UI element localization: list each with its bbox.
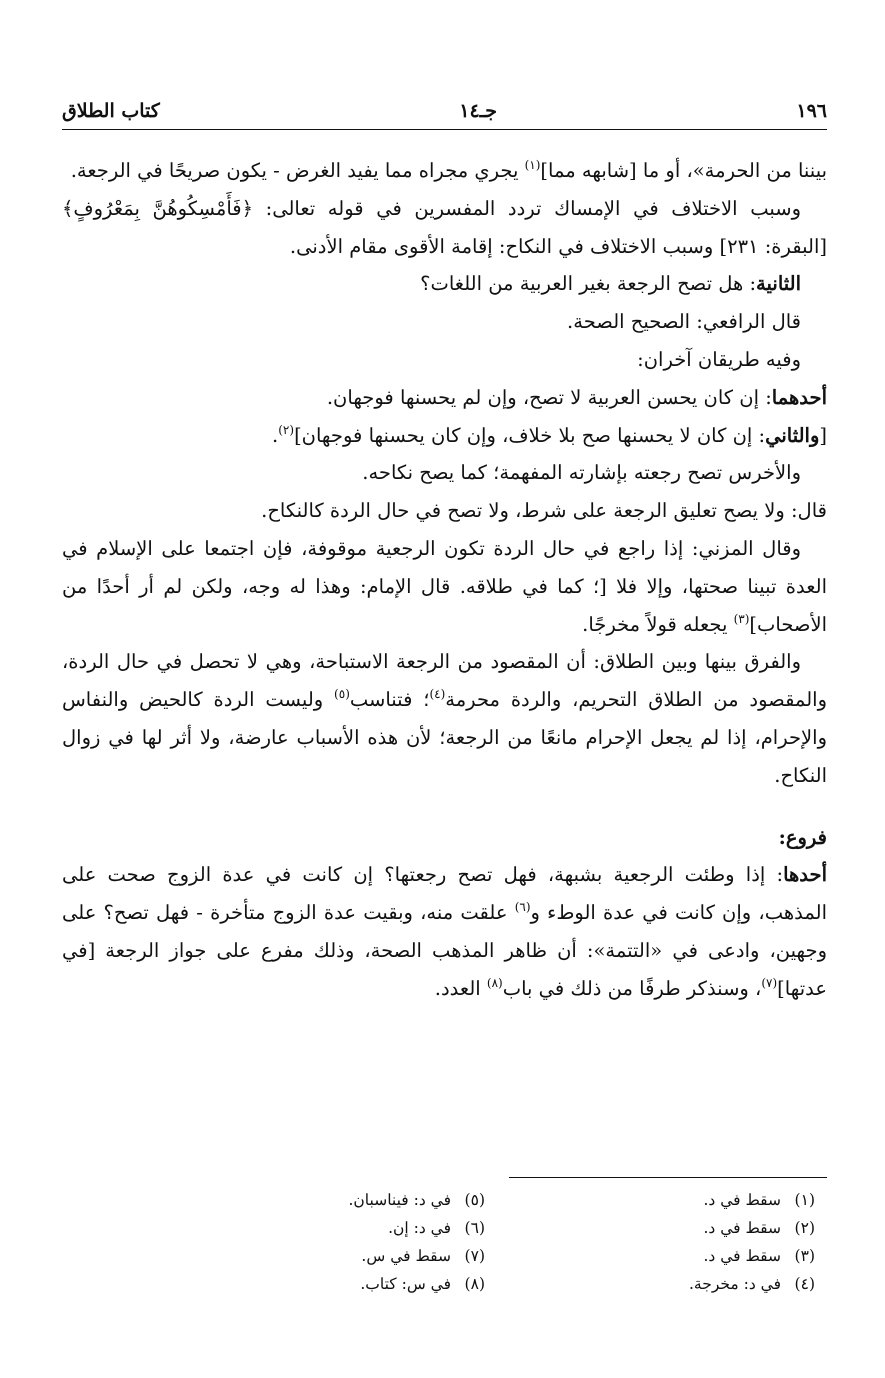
bracket: [ [819,423,827,447]
page-number: ١٩٦ [796,100,827,122]
footnote-number: (١) [794,1191,815,1209]
footnote-text: في س: كتاب. [360,1275,451,1293]
text: بيننا من الحرمة»، أو ما [شابهه مما] [540,159,827,182]
footnote-text: سقط في د. [703,1191,781,1209]
text: وقال المزني: إذا راجع في حال الردة تكون الرجعية موقوفة، فإن اجتمعا على الإسلام في العدة تبينا صحتها، وإلا فلا [؛ كما في طلاقه. قال الإمام: وهذا له وجه، ولكن لم أر أحدًا من الأصحاب] [62,536,827,636]
footnote-item [585,1214,815,1242]
footnote-number: (٤) [794,1275,815,1293]
heading-text: فروع: [778,825,827,849]
paragraph-7 [62,417,827,455]
footnote-number: (٨) [464,1275,485,1293]
footnote-item [585,1270,815,1298]
footnote-ref[interactable]: (٨) [486,975,503,990]
footnote-text: سقط في س. [361,1247,451,1265]
paragraph-1 [62,152,827,190]
text: علقت منه، وبقيت عدة الزوج متأخرة - فهل تصح؟ على وجهين، وادعى في «التتمة»: أن ظاهر المذهب الصحة، وذلك مفرع على جواز الرجعة [في عدتها] [62,901,827,1000]
lead-word: أحدها [783,863,827,887]
footnote-ref[interactable]: (٦) [514,900,531,915]
footnote-ref[interactable]: (٧) [761,975,778,990]
footnote-ref[interactable]: (٥) [334,687,350,702]
footnote-text: في د: مخرجة. [689,1275,781,1293]
footnote-ref[interactable]: (١) [524,158,541,172]
lead-word: والثاني [765,423,820,447]
text: . [272,423,279,447]
paragraph-11 [62,643,827,794]
footnote-ref[interactable]: (٢) [278,422,295,437]
text: ، وسنذكر طرفًا من ذلك في باب [502,976,762,1000]
footnote-text: في د: فيناسبان. [348,1191,451,1209]
footnote-number: (٦) [464,1219,485,1237]
footnote-item [255,1242,485,1270]
paragraph-5: وفيه طريقان آخران: [637,347,801,371]
running-header [62,82,827,126]
footnote-item [255,1270,485,1298]
text: يجري مجراه مما يفيد الغرض - يكون صريحًا في الرجعة. [70,159,525,182]
text: ؛ فتناسب [349,688,430,712]
main-text [62,152,827,1008]
footnotes-column-right [585,1186,815,1298]
paragraph-8: والأخرس تصح رجعته بإشارته المفهمة؛ كما يصح نكاحه. [362,461,801,485]
text: : إن كان يحسن العربية لا تصح، وإن لم يحسنها فوجهان. [326,385,772,409]
footnotes-column-left [255,1186,485,1298]
book-title: كتاب الطلاق [62,100,160,122]
footnote-ref[interactable]: (٣) [733,611,750,626]
footnote-text: سقط في د. [703,1219,781,1237]
footnote-number: (٥) [464,1191,485,1209]
footnote-separator [509,1177,827,1178]
lead-word: الثانية [756,272,801,296]
footnote-item [255,1186,485,1214]
footnote-item [255,1214,485,1242]
header-rule [62,129,827,130]
text: والفرق بينها وبين الطلاق: أن المقصود من الرجعة الاستباحة، وهي لا تحصل في حال الردة، والمقصود من الطلاق التحريم، والردة محرمة [62,650,827,712]
footnote-text: سقط في د. [703,1247,781,1265]
paragraph-12 [62,856,827,1007]
footnote-text: في د: إن. [388,1219,451,1237]
text: العدد. [434,976,487,1000]
footnote-number: (٧) [464,1247,485,1265]
text: يجعله قولاً مخرجًا. [582,612,734,636]
paragraph-9: قال: ولا يصح تعليق الرجعة على شرط، ولا تصح في حال الردة كالنكاح. [261,499,827,523]
paragraph-3 [62,265,827,303]
footnote-item [585,1186,815,1214]
volume-label: جـ١٤ [459,100,497,122]
text: : إن كان لا يحسنها صح بلا خلاف، وإن كان يحسنها فوجهان] [294,423,766,447]
text: وليست الردة كالحيض والنفاس والإحرام، إذا لم يجعل الإحرام مانعًا من الرجعة؛ لأن هذه الأسباب عارضة، ولا أثر لها في زوال النكاح. [62,688,827,787]
paragraph-6 [62,379,827,417]
paragraph-2: وسبب الاختلاف في الإمساك تردد المفسرين في قوله تعالى: ﴿فَأَمْسِكُوهُنَّ بِمَعْرُوفٍ﴾ [البقرة: ٢٣١] وسبب الاختلاف في النكاح: إقامة الأقوى مقام الأدنى. [62,196,827,258]
text: : إذا وطئت الرجعية بشبهة، فهل تصح رجعتها؟ إن كانت في عدة الزوج صحت على المذهب، وإن كانت في عدة الوطء و [62,863,828,925]
footnote-number: (٢) [794,1219,815,1237]
footnote-ref[interactable]: (٤) [429,687,446,702]
text: : هل تصح الرجعة بغير العربية من اللغات؟ [420,272,757,296]
footnotes [62,1186,815,1298]
section-heading [62,819,827,857]
footnote-item [585,1242,815,1270]
lead-word: أحدهما [771,385,827,409]
footnote-number: (٣) [794,1247,815,1265]
paragraph-10 [62,530,827,643]
paragraph-4: قال الرافعي: الصحيح الصحة. [567,310,801,334]
